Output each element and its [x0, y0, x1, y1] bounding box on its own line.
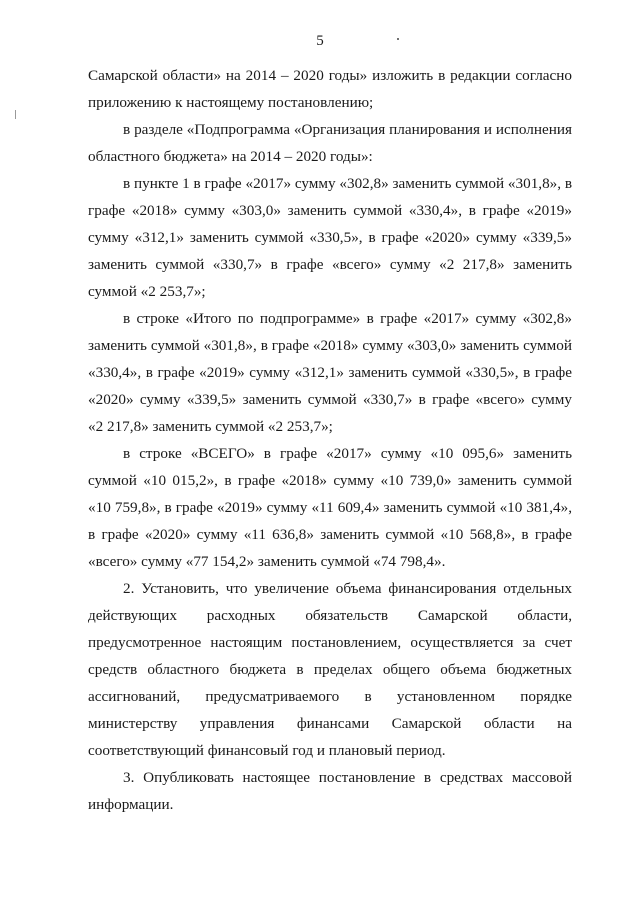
page-number: 5 [316, 33, 324, 49]
text-line: Самарской области» на 2014 – 2020 годы» изложить в редакции согласно [88, 67, 572, 84]
text-line: «10 759,8», в графе «2019» сумму «11 609,4» заменить суммой «10 381,4», [88, 499, 572, 516]
text-line: министерству управления финансами Самарской области на [88, 715, 572, 732]
text-line: в строке «ВСЕГО» в графе «2017» сумму «10 095,6» заменить [123, 445, 572, 462]
text-line: информации. [88, 796, 174, 813]
text-line: приложению к настоящему постановлению; [88, 94, 374, 111]
text-line: «330,4», в графе «2019» сумму «312,1» заменить суммой «330,5», в графе [88, 364, 572, 381]
text-line: суммой «10 015,2», в графе «2018» сумму «10 739,0» заменить суммой [88, 472, 572, 489]
text-line: действующих расходных обязательств Самарской области, [88, 607, 572, 624]
text-line: в разделе «Подпрограмма «Организация планирования и исполнения [123, 121, 572, 138]
text-line: областного бюджета» на 2014 – 2020 годы»: [88, 148, 373, 165]
text-line: средств областного бюджета в пределах общего объема бюджетных [88, 661, 572, 678]
text-line: ассигнований, предусматриваемого в установленном порядке [88, 688, 572, 705]
text-line: в строке «Итого по подпрограмме» в графе «2017» сумму «302,8» [123, 310, 572, 327]
text-line: в графе «2020» сумму «11 636,8» заменить суммой «10 568,8», в графе [88, 526, 572, 543]
text-line: 2. Установить, что увеличение объема финансирования отдельных [123, 580, 572, 597]
text-line: предусмотренное настоящим постановлением, осуществляется за счет [88, 634, 572, 651]
scan-speck [397, 38, 399, 40]
text-line: «2 217,8» заменить суммой «2 253,7»; [88, 418, 333, 435]
text-line: сумму «312,1» заменить суммой «330,5», в графе «2020» сумму «339,5» [88, 229, 572, 246]
text-line: заменить суммой «301,8», в графе «2018» сумму «303,0» заменить суммой [88, 337, 572, 354]
text-line: 3. Опубликовать настоящее постановление в средствах массовой [123, 769, 572, 786]
text-line: «всего» сумму «77 154,2» заменить суммой «74 798,4». [88, 553, 446, 570]
text-line: суммой «2 253,7»; [88, 283, 206, 300]
margin-mark [15, 110, 16, 119]
text-line: графе «2018» сумму «303,0» заменить суммой «330,4», в графе «2019» [88, 202, 572, 219]
text-line: в пункте 1 в графе «2017» сумму «302,8» заменить суммой «301,8», в [123, 175, 572, 192]
text-line: соответствующий финансовый год и плановый период. [88, 742, 446, 759]
text-line: «2020» сумму «339,5» заменить суммой «330,7» в графе «всего» сумму [88, 391, 572, 408]
text-line: заменить суммой «330,7» в графе «всего» сумму «2 217,8» заменить [88, 256, 572, 273]
